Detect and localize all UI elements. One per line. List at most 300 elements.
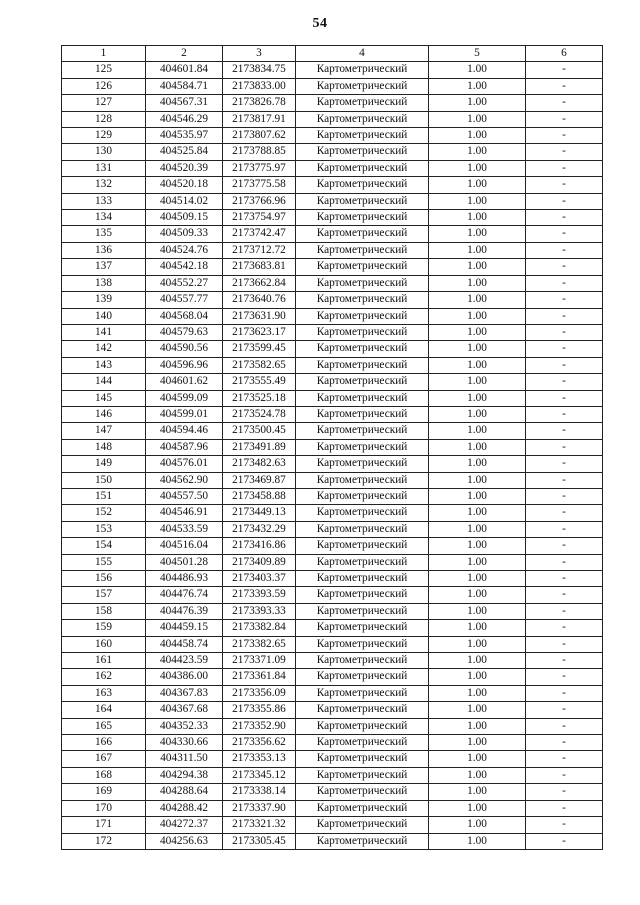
- note-cell: -: [526, 324, 603, 340]
- note-cell: -: [526, 423, 603, 439]
- method-cell: Картометрический: [296, 259, 429, 275]
- point-number-cell: 161: [62, 653, 146, 669]
- accuracy-cell: 1.00: [429, 620, 526, 636]
- accuracy-cell: 1.00: [429, 751, 526, 767]
- method-cell: Картометрический: [296, 800, 429, 816]
- x-coordinate-cell: 404599.09: [146, 390, 223, 406]
- table-row: [62, 111, 603, 127]
- table-row: [62, 341, 603, 357]
- note-cell: -: [526, 95, 603, 111]
- accuracy-cell: 1.00: [429, 341, 526, 357]
- table-row: [62, 210, 603, 226]
- table-row: [62, 62, 603, 78]
- note-cell: -: [526, 439, 603, 455]
- note-cell: -: [526, 751, 603, 767]
- x-coordinate-cell: 404568.04: [146, 308, 223, 324]
- y-coordinate-cell: 2173712.72: [223, 242, 296, 258]
- point-number-cell: 149: [62, 456, 146, 472]
- table-row: [62, 554, 603, 570]
- table-row: [62, 144, 603, 160]
- y-coordinate-cell: 2173582.65: [223, 357, 296, 373]
- accuracy-cell: 1.00: [429, 406, 526, 422]
- method-cell: Картометрический: [296, 653, 429, 669]
- table-row: [62, 308, 603, 324]
- note-cell: -: [526, 210, 603, 226]
- point-number-cell: 158: [62, 603, 146, 619]
- accuracy-cell: 1.00: [429, 357, 526, 373]
- note-cell: -: [526, 521, 603, 537]
- y-coordinate-cell: 2173833.00: [223, 78, 296, 94]
- table-row: [62, 505, 603, 521]
- note-cell: -: [526, 226, 603, 242]
- note-cell: -: [526, 800, 603, 816]
- accuracy-cell: 1.00: [429, 226, 526, 242]
- accuracy-cell: 1.00: [429, 718, 526, 734]
- note-cell: -: [526, 685, 603, 701]
- method-cell: Картометрический: [296, 521, 429, 537]
- accuracy-cell: 1.00: [429, 144, 526, 160]
- point-number-cell: 128: [62, 111, 146, 127]
- method-cell: Картометрический: [296, 374, 429, 390]
- table-row: [62, 653, 603, 669]
- x-coordinate-cell: 404594.46: [146, 423, 223, 439]
- accuracy-cell: 1.00: [429, 193, 526, 209]
- y-coordinate-cell: 2173754.97: [223, 210, 296, 226]
- x-coordinate-cell: 404458.74: [146, 636, 223, 652]
- accuracy-cell: 1.00: [429, 160, 526, 176]
- point-number-cell: 131: [62, 160, 146, 176]
- note-cell: -: [526, 603, 603, 619]
- x-coordinate-cell: 404525.84: [146, 144, 223, 160]
- note-cell: -: [526, 390, 603, 406]
- point-number-cell: 140: [62, 308, 146, 324]
- y-coordinate-cell: 2173623.17: [223, 324, 296, 340]
- accuracy-cell: 1.00: [429, 685, 526, 701]
- accuracy-cell: 1.00: [429, 603, 526, 619]
- table-row: [62, 751, 603, 767]
- method-cell: Картометрический: [296, 669, 429, 685]
- point-number-cell: 135: [62, 226, 146, 242]
- y-coordinate-cell: 2173449.13: [223, 505, 296, 521]
- table-row: [62, 357, 603, 373]
- x-coordinate-cell: 404386.00: [146, 669, 223, 685]
- point-number-cell: 130: [62, 144, 146, 160]
- note-cell: -: [526, 456, 603, 472]
- note-cell: -: [526, 620, 603, 636]
- table-row: [62, 226, 603, 242]
- table-row: [62, 406, 603, 422]
- method-cell: Картометрический: [296, 160, 429, 176]
- x-coordinate-cell: 404590.56: [146, 341, 223, 357]
- note-cell: -: [526, 406, 603, 422]
- x-coordinate-cell: 404535.97: [146, 128, 223, 144]
- note-cell: -: [526, 128, 603, 144]
- accuracy-cell: 1.00: [429, 653, 526, 669]
- method-cell: Картометрический: [296, 242, 429, 258]
- method-cell: Картометрический: [296, 620, 429, 636]
- y-coordinate-cell: 2173393.33: [223, 603, 296, 619]
- y-coordinate-cell: 2173305.45: [223, 833, 296, 849]
- table-row: [62, 242, 603, 258]
- x-coordinate-cell: 404509.33: [146, 226, 223, 242]
- accuracy-cell: 1.00: [429, 423, 526, 439]
- accuracy-cell: 1.00: [429, 571, 526, 587]
- note-cell: -: [526, 62, 603, 78]
- table-row: [62, 160, 603, 176]
- note-cell: -: [526, 653, 603, 669]
- coordinates-table: [61, 45, 603, 850]
- note-cell: -: [526, 275, 603, 291]
- accuracy-cell: 1.00: [429, 505, 526, 521]
- x-coordinate-cell: 404514.02: [146, 193, 223, 209]
- accuracy-cell: 1.00: [429, 669, 526, 685]
- x-coordinate-cell: 404288.64: [146, 784, 223, 800]
- note-cell: -: [526, 554, 603, 570]
- method-cell: Картометрический: [296, 636, 429, 652]
- method-cell: Картометрический: [296, 685, 429, 701]
- point-number-cell: 138: [62, 275, 146, 291]
- method-cell: Картометрический: [296, 833, 429, 849]
- column-header-1: 1: [62, 46, 146, 62]
- x-coordinate-cell: 404599.01: [146, 406, 223, 422]
- accuracy-cell: 1.00: [429, 374, 526, 390]
- accuracy-cell: 1.00: [429, 292, 526, 308]
- table-row: [62, 95, 603, 111]
- point-number-cell: 150: [62, 472, 146, 488]
- table-row: [62, 571, 603, 587]
- x-coordinate-cell: 404524.76: [146, 242, 223, 258]
- accuracy-cell: 1.00: [429, 833, 526, 849]
- y-coordinate-cell: 2173382.65: [223, 636, 296, 652]
- accuracy-cell: 1.00: [429, 521, 526, 537]
- accuracy-cell: 1.00: [429, 587, 526, 603]
- point-number-cell: 136: [62, 242, 146, 258]
- note-cell: -: [526, 817, 603, 833]
- y-coordinate-cell: 2173469.87: [223, 472, 296, 488]
- y-coordinate-cell: 2173356.09: [223, 685, 296, 701]
- table-row: [62, 423, 603, 439]
- point-number-cell: 156: [62, 571, 146, 587]
- method-cell: Картометрический: [296, 406, 429, 422]
- table-row: [62, 702, 603, 718]
- page-number: 54: [312, 16, 328, 31]
- y-coordinate-cell: 2173482.63: [223, 456, 296, 472]
- accuracy-cell: 1.00: [429, 128, 526, 144]
- x-coordinate-cell: 404459.15: [146, 620, 223, 636]
- y-coordinate-cell: 2173500.45: [223, 423, 296, 439]
- accuracy-cell: 1.00: [429, 472, 526, 488]
- table-row: [62, 636, 603, 652]
- x-coordinate-cell: 404516.04: [146, 538, 223, 554]
- y-coordinate-cell: 2173524.78: [223, 406, 296, 422]
- point-number-cell: 134: [62, 210, 146, 226]
- x-coordinate-cell: 404587.96: [146, 439, 223, 455]
- y-coordinate-cell: 2173491.89: [223, 439, 296, 455]
- x-coordinate-cell: 404533.59: [146, 521, 223, 537]
- table-row: [62, 259, 603, 275]
- y-coordinate-cell: 2173775.97: [223, 160, 296, 176]
- table-row: [62, 390, 603, 406]
- x-coordinate-cell: 404288.42: [146, 800, 223, 816]
- table-row: [62, 538, 603, 554]
- method-cell: Картометрический: [296, 817, 429, 833]
- note-cell: -: [526, 292, 603, 308]
- accuracy-cell: 1.00: [429, 62, 526, 78]
- method-cell: Картометрический: [296, 423, 429, 439]
- accuracy-cell: 1.00: [429, 735, 526, 751]
- y-coordinate-cell: 2173742.47: [223, 226, 296, 242]
- point-number-cell: 141: [62, 324, 146, 340]
- point-number-cell: 172: [62, 833, 146, 849]
- x-coordinate-cell: 404476.39: [146, 603, 223, 619]
- y-coordinate-cell: 2173788.85: [223, 144, 296, 160]
- point-number-cell: 148: [62, 439, 146, 455]
- note-cell: -: [526, 636, 603, 652]
- method-cell: Картометрический: [296, 390, 429, 406]
- y-coordinate-cell: 2173337.90: [223, 800, 296, 816]
- accuracy-cell: 1.00: [429, 275, 526, 291]
- method-cell: Картометрический: [296, 488, 429, 504]
- point-number-cell: 152: [62, 505, 146, 521]
- method-cell: Картометрический: [296, 538, 429, 554]
- table-row: [62, 817, 603, 833]
- note-cell: -: [526, 669, 603, 685]
- method-cell: Картометрический: [296, 571, 429, 587]
- point-number-cell: 159: [62, 620, 146, 636]
- note-cell: -: [526, 341, 603, 357]
- method-cell: Картометрический: [296, 702, 429, 718]
- y-coordinate-cell: 2173432.29: [223, 521, 296, 537]
- column-header-6: 6: [526, 46, 603, 62]
- point-number-cell: 167: [62, 751, 146, 767]
- point-number-cell: 151: [62, 488, 146, 504]
- method-cell: Картометрический: [296, 456, 429, 472]
- y-coordinate-cell: 2173371.09: [223, 653, 296, 669]
- method-cell: Картометрический: [296, 177, 429, 193]
- table-row: [62, 78, 603, 94]
- method-cell: Картометрический: [296, 144, 429, 160]
- method-cell: Картометрический: [296, 308, 429, 324]
- point-number-cell: 129: [62, 128, 146, 144]
- column-header-5: 5: [429, 46, 526, 62]
- table-row: [62, 128, 603, 144]
- x-coordinate-cell: 404272.37: [146, 817, 223, 833]
- table-row: [62, 669, 603, 685]
- y-coordinate-cell: 2173403.37: [223, 571, 296, 587]
- method-cell: Картометрический: [296, 62, 429, 78]
- accuracy-cell: 1.00: [429, 324, 526, 340]
- note-cell: -: [526, 160, 603, 176]
- y-coordinate-cell: 2173353.13: [223, 751, 296, 767]
- note-cell: -: [526, 193, 603, 209]
- note-cell: -: [526, 784, 603, 800]
- method-cell: Картометрический: [296, 78, 429, 94]
- table-row: [62, 324, 603, 340]
- table-row: [62, 275, 603, 291]
- point-number-cell: 162: [62, 669, 146, 685]
- y-coordinate-cell: 2173356.62: [223, 735, 296, 751]
- x-coordinate-cell: 404584.71: [146, 78, 223, 94]
- point-number-cell: 145: [62, 390, 146, 406]
- method-cell: Картометрический: [296, 128, 429, 144]
- y-coordinate-cell: 2173338.14: [223, 784, 296, 800]
- point-number-cell: 146: [62, 406, 146, 422]
- accuracy-cell: 1.00: [429, 784, 526, 800]
- method-cell: Картометрический: [296, 587, 429, 603]
- x-coordinate-cell: 404546.29: [146, 111, 223, 127]
- point-number-cell: 165: [62, 718, 146, 734]
- accuracy-cell: 1.00: [429, 308, 526, 324]
- y-coordinate-cell: 2173683.81: [223, 259, 296, 275]
- accuracy-cell: 1.00: [429, 800, 526, 816]
- method-cell: Картометрический: [296, 472, 429, 488]
- x-coordinate-cell: 404423.59: [146, 653, 223, 669]
- x-coordinate-cell: 404501.28: [146, 554, 223, 570]
- note-cell: -: [526, 488, 603, 504]
- method-cell: Картометрический: [296, 111, 429, 127]
- y-coordinate-cell: 2173662.84: [223, 275, 296, 291]
- point-number-cell: 160: [62, 636, 146, 652]
- note-cell: -: [526, 308, 603, 324]
- x-coordinate-cell: 404486.93: [146, 571, 223, 587]
- point-number-cell: 147: [62, 423, 146, 439]
- note-cell: -: [526, 78, 603, 94]
- table-row: [62, 521, 603, 537]
- y-coordinate-cell: 2173361.84: [223, 669, 296, 685]
- note-cell: -: [526, 357, 603, 373]
- method-cell: Картометрический: [296, 784, 429, 800]
- y-coordinate-cell: 2173807.62: [223, 128, 296, 144]
- point-number-cell: 168: [62, 767, 146, 783]
- x-coordinate-cell: 404601.62: [146, 374, 223, 390]
- note-cell: -: [526, 587, 603, 603]
- method-cell: Картометрический: [296, 341, 429, 357]
- table-row: [62, 735, 603, 751]
- accuracy-cell: 1.00: [429, 456, 526, 472]
- y-coordinate-cell: 2173352.90: [223, 718, 296, 734]
- method-cell: Картометрический: [296, 292, 429, 308]
- note-cell: -: [526, 735, 603, 751]
- note-cell: -: [526, 111, 603, 127]
- note-cell: -: [526, 571, 603, 587]
- table-row: [62, 472, 603, 488]
- y-coordinate-cell: 2173826.78: [223, 95, 296, 111]
- accuracy-cell: 1.00: [429, 538, 526, 554]
- table-row: [62, 767, 603, 783]
- y-coordinate-cell: 2173631.90: [223, 308, 296, 324]
- method-cell: Картометрический: [296, 767, 429, 783]
- column-header-3: 3: [223, 46, 296, 62]
- point-number-cell: 132: [62, 177, 146, 193]
- table-row: [62, 193, 603, 209]
- x-coordinate-cell: 404311.50: [146, 751, 223, 767]
- method-cell: Картометрический: [296, 226, 429, 242]
- point-number-cell: 163: [62, 685, 146, 701]
- y-coordinate-cell: 2173555.49: [223, 374, 296, 390]
- x-coordinate-cell: 404294.38: [146, 767, 223, 783]
- point-number-cell: 126: [62, 78, 146, 94]
- accuracy-cell: 1.00: [429, 111, 526, 127]
- table-row: [62, 488, 603, 504]
- point-number-cell: 153: [62, 521, 146, 537]
- method-cell: Картометрический: [296, 603, 429, 619]
- y-coordinate-cell: 2173817.91: [223, 111, 296, 127]
- x-coordinate-cell: 404352.33: [146, 718, 223, 734]
- y-coordinate-cell: 2173416.86: [223, 538, 296, 554]
- accuracy-cell: 1.00: [429, 767, 526, 783]
- method-cell: Картометрический: [296, 505, 429, 521]
- table-row: [62, 784, 603, 800]
- x-coordinate-cell: 404579.63: [146, 324, 223, 340]
- note-cell: -: [526, 505, 603, 521]
- accuracy-cell: 1.00: [429, 439, 526, 455]
- table-row: [62, 177, 603, 193]
- point-number-cell: 133: [62, 193, 146, 209]
- table-header: [62, 46, 603, 62]
- accuracy-cell: 1.00: [429, 817, 526, 833]
- accuracy-cell: 1.00: [429, 78, 526, 94]
- table-row: [62, 292, 603, 308]
- x-coordinate-cell: 404557.77: [146, 292, 223, 308]
- point-number-cell: 171: [62, 817, 146, 833]
- note-cell: -: [526, 177, 603, 193]
- point-number-cell: 166: [62, 735, 146, 751]
- point-number-cell: 169: [62, 784, 146, 800]
- note-cell: -: [526, 259, 603, 275]
- x-coordinate-cell: 404567.31: [146, 95, 223, 111]
- method-cell: Картометрический: [296, 554, 429, 570]
- note-cell: -: [526, 718, 603, 734]
- accuracy-cell: 1.00: [429, 242, 526, 258]
- note-cell: -: [526, 472, 603, 488]
- accuracy-cell: 1.00: [429, 636, 526, 652]
- point-number-cell: 143: [62, 357, 146, 373]
- table-row: [62, 603, 603, 619]
- note-cell: -: [526, 833, 603, 849]
- point-number-cell: 170: [62, 800, 146, 816]
- y-coordinate-cell: 2173409.89: [223, 554, 296, 570]
- table-row: [62, 800, 603, 816]
- method-cell: Картометрический: [296, 735, 429, 751]
- point-number-cell: 142: [62, 341, 146, 357]
- table-row: [62, 620, 603, 636]
- x-coordinate-cell: 404367.83: [146, 685, 223, 701]
- method-cell: Картометрический: [296, 95, 429, 111]
- column-header-2: 2: [146, 46, 223, 62]
- x-coordinate-cell: 404562.90: [146, 472, 223, 488]
- x-coordinate-cell: 404601.84: [146, 62, 223, 78]
- method-cell: Картометрический: [296, 275, 429, 291]
- x-coordinate-cell: 404520.39: [146, 160, 223, 176]
- note-cell: -: [526, 702, 603, 718]
- y-coordinate-cell: 2173766.96: [223, 193, 296, 209]
- x-coordinate-cell: 404576.01: [146, 456, 223, 472]
- y-coordinate-cell: 2173599.45: [223, 341, 296, 357]
- accuracy-cell: 1.00: [429, 488, 526, 504]
- x-coordinate-cell: 404520.18: [146, 177, 223, 193]
- point-number-cell: 137: [62, 259, 146, 275]
- table-row: [62, 833, 603, 849]
- accuracy-cell: 1.00: [429, 177, 526, 193]
- x-coordinate-cell: 404557.50: [146, 488, 223, 504]
- point-number-cell: 139: [62, 292, 146, 308]
- method-cell: Картометрический: [296, 210, 429, 226]
- table-row: [62, 374, 603, 390]
- note-cell: -: [526, 767, 603, 783]
- accuracy-cell: 1.00: [429, 390, 526, 406]
- method-cell: Картометрический: [296, 718, 429, 734]
- y-coordinate-cell: 2173355.86: [223, 702, 296, 718]
